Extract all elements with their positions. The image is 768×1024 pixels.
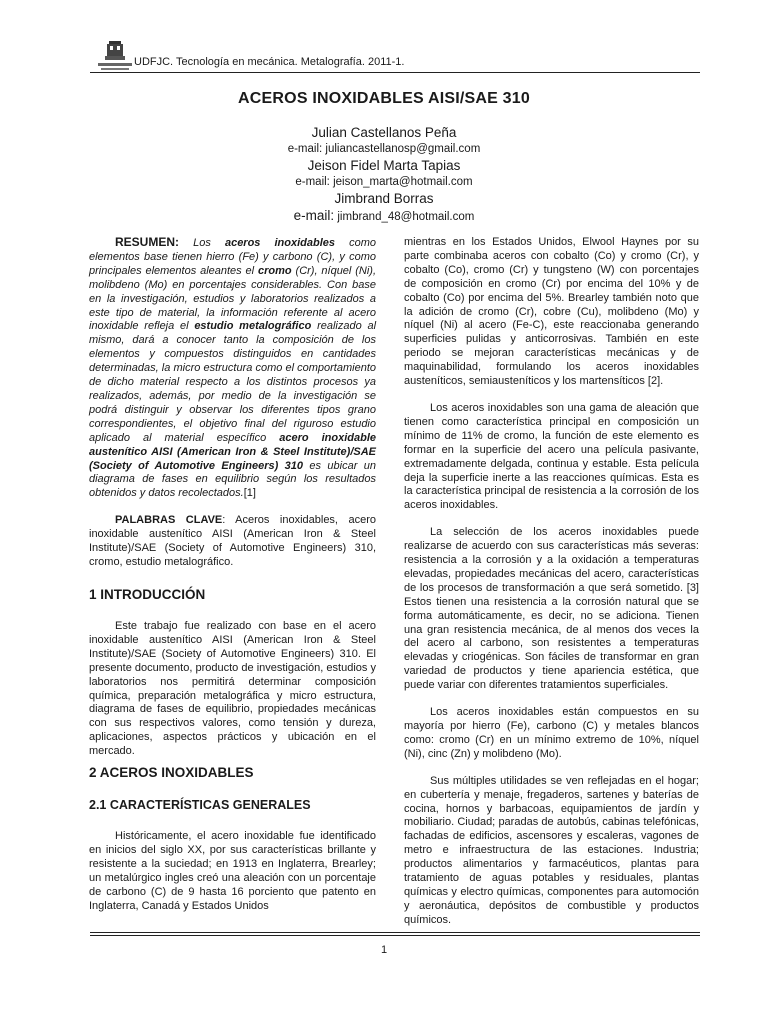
keywords-label: PALABRAS CLAVE [115, 514, 223, 527]
abstract-label: RESUMEN: [115, 235, 180, 249]
running-title: UDFJC. Tecnología en mecánica. Metalografía. 2011-1. [134, 56, 405, 68]
paragraph: La selección de los aceros inoxidables puede realizarse de acuerdo con sus características más severas: resistencia a la corrosión y a la oxidación a temperaturas elevadas, propiedades mecánicas del acero, características de los procesos de transformación a que será sometido. [3] Estos tienen una resistencia a la corrosión natural que se forma automáticamente, es decir, no se adiciona. Tienen una gran resistencia mecánica, de al menos dos veces la del acero al carbono, son resistentes a temperaturas elevadas y criogénicas. Son fáciles de transformar en gran variedad de productos y tiene apariencia estética, que puede variar con diferentes tratamientos superficiales. [404, 526, 699, 692]
section-heading-aceros: 2 ACEROS INOXIDABLES [89, 765, 254, 780]
paragraph: Los aceros inoxidables están compuestos en su mayoría por hierro (Fe), carbono (C) y metales blancos como: cromo (Cr) en un mínimo extremo de 10%, níquel (Ni), cinc (Zn) y molibdeno (Mo). [404, 706, 699, 760]
author-email: e-mail: juliancastellanosp@gmail.com [287, 143, 481, 155]
paragraph: mientras en los Estados Unidos, Elwool Haynes por su parte combinaba aceros con cobalto (Co) y cromo (Cr), y cobalto (Co), cromo (Cr) y tungsteno (W) con porcentajes de composición en cromo (Cr) por encima del 10% y de cobalto (Co) por encima del 5%. Brearley también noto que la adición de cromo (Cr), cobre (Cu), molibdeno (Mo) y níquel (Ni) al acero (Fe-C), este reaccionaba generando superficies pulidas y anticorrosivas. También en este periodo se mejoran características mecánicas y de maquinabilidad, formulando los aceros inoxidables austeníticos, semiausteníticos y los martensíticos [2]. [404, 236, 699, 388]
page-number: 1 [380, 944, 388, 956]
author-email: e-mail: jeison_marta@hotmail.com [295, 176, 473, 188]
left-column [89, 236, 376, 570]
right-column [404, 236, 699, 928]
author-name: Jeison Fidel Marta Tapias [307, 158, 461, 173]
author-name: Julian Castellanos Peña [311, 125, 457, 140]
paper-title: ACEROS INOXIDABLES AISI/SAE 310 [238, 90, 530, 107]
author-name: Jimbrand Borras [334, 191, 434, 206]
author-email: e-mail: jimbrand_48@hotmail.com [293, 208, 475, 223]
abstract: RESUMEN: Los aceros inoxidables como elementos base tienen hierro (Fe) y carbono (C), y como principales elementos aleantes el cromo (Cr), níquel (Ni), molibdeno (Mo) en porcentajes considerables. Con base en la investigación, estudios y laboratorios realizados a este tipo de material, la información referente al acero inoxidable refleja el estudio metalográfico realizado al mismo, dará a conocer tanto la composición de los elementos y compuestos distinguidos en cantidades determinadas, la micro estructura como el comportamiento de dicho material respecto a los distintos procesos ya realizados, además, por medio de la investigación se podrá distinguir y observar los diferentes tipos grano correspondientes, el objetivo final del riguroso estudio aplicado al material específico acero inoxidable austenítico AISI (American Iron & Steel Institute)/SAE (Society of Automotive Engineers) 310 es ubicar un diagrama de fases en equilibrio según los resultados obtenidos y datos recolectados.[1] [89, 235, 377, 500]
section-heading-intro: 1 INTRODUCCIÓN [89, 587, 206, 602]
header-divider [90, 72, 700, 73]
characteristics-paragraph: Históricamente, el acero inoxidable fue identificado en inicios del siglo XX, por sus características brillante y resistente a la suciedad; en 1913 en Inglaterra, Brearley; un metalúrgico ingles creó una aleación con un porcentaje de carbono (C) de 9 hasta 16 porciento que patento en Inglaterra, Canadá y Estados Unidos [89, 830, 376, 912]
paragraph: Sus múltiples utilidades se ven reflejadas en el hogar; en cubertería y menaje, fregaderos, sartenes y baterías de cocina, hornos y barbacoas, equipamientos de jardín y mobiliario. Ciudad; paradas de autobús, cabinas telefónicas, fachadas de edificios, ascensores y escaleras, vagones de metro e infraestructura de las estaciones. Industria; productos alimentarios y farmacéuticos, plantas para tratamiento de aguas potables y residuales, plantas químicas y electro químicas, componentes para automoción y aeronáutica, depósitos de combustible y productos químicos. [404, 774, 699, 926]
keywords: PALABRAS CLAVE: Aceros inoxidables, acero inoxidable austenítico AISI (American Iron & Steel Institute)/SAE (Society of Automotive Engineers) 310, cromo, estudio metalográfico. [89, 514, 376, 568]
intro-paragraph: Este trabajo fue realizado con base en el acero inoxidable austenítico AISI (American Iron & Steel Institute)/SAE (Society of Automotive Engineers) 310. El presente documento, producto de investigación, estudios y laboratorios nos permitirá determinar composición química, preparación metalográfica y micro estructura, diagrama de fases de equilibrio, propiedades mecánicas con sus respectivos valores, como tensión y dureza, aplicaciones, aspectos prácticos y ubicación en el mercado. [89, 620, 376, 758]
author-block [0, 124, 768, 225]
paragraph: Los aceros inoxidables son una gama de aleación que tienen como característica principal en composición un mínimo de 11% de cromo, la función de este elemento es formar en la superficie del acero una película pasivante, extremadamente delgada, continua y estable. Esta película deja la superficie inerte a las reacciones químicas. Esta es la característica principal de resistencia a la corrosión de los aceros inoxidables. [404, 401, 699, 512]
running-header [90, 38, 700, 74]
university-logo-icon [98, 40, 132, 72]
footer-divider [90, 932, 700, 936]
subsection-heading-caracteristicas: 2.1 CARACTERÍSTICAS GENERALES [89, 798, 311, 812]
